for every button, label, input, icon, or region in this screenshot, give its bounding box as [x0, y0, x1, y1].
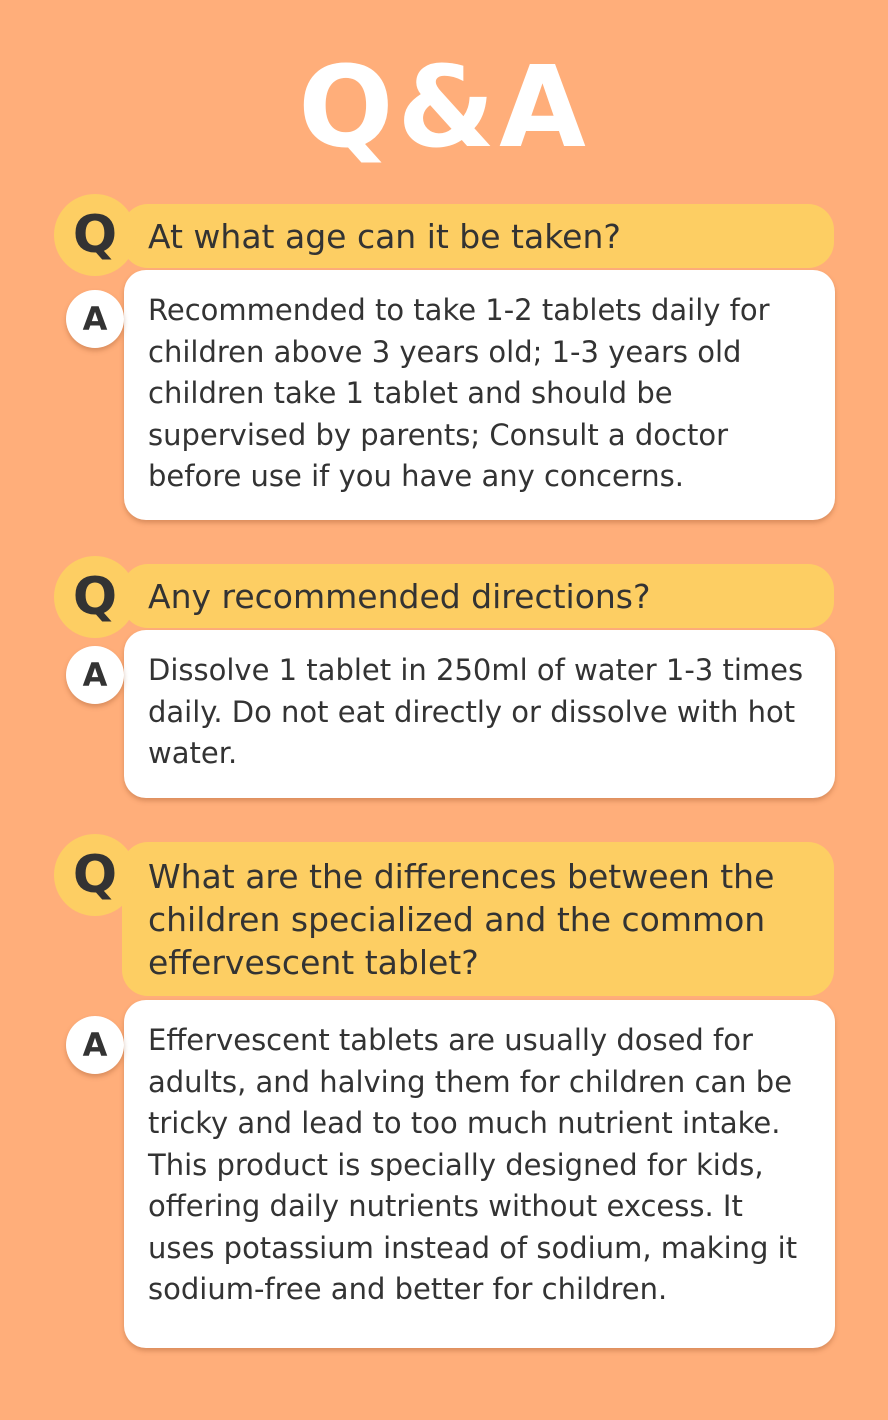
answer-card — [124, 1000, 835, 1348]
question-badge: Q — [54, 834, 136, 916]
question-bar — [122, 842, 834, 996]
answer-text: Dissolve 1 tablet in 250ml of water 1-3 times daily. Do not eat directly or dissolve with hot water. — [148, 653, 804, 770]
answer-badge: A — [66, 646, 124, 704]
question-badge: Q — [54, 194, 136, 276]
question-badge: Q — [54, 556, 136, 638]
answer-badge: A — [66, 1016, 124, 1074]
answer-badge: A — [66, 290, 124, 348]
question-text: At what age can it be taken? — [148, 216, 621, 256]
answer-card — [124, 630, 835, 798]
answer-text: Effervescent tablets are usually dosed for adults, and halving them for children can be tricky and lead to too much nutrient intake. This product is specially designed for kids, offering daily nutrients without excess. It uses potassium instead of sodium, making it sodium-free and better for children. — [148, 1023, 798, 1306]
question-text: Any recommended directions? — [148, 576, 651, 616]
answer-card — [124, 270, 835, 520]
page-title: Q&A — [298, 43, 590, 173]
question-bar — [122, 204, 834, 268]
question-bar — [122, 564, 834, 628]
question-text: What are the differences between the children specialized and the common effervescent tablet? — [148, 856, 775, 982]
answer-text: Recommended to take 1-2 tablets daily for children above 3 years old; 1-3 years old children take 1 tablet and should be supervised by parents; Consult a doctor before use if you have any concerns. — [148, 293, 770, 493]
